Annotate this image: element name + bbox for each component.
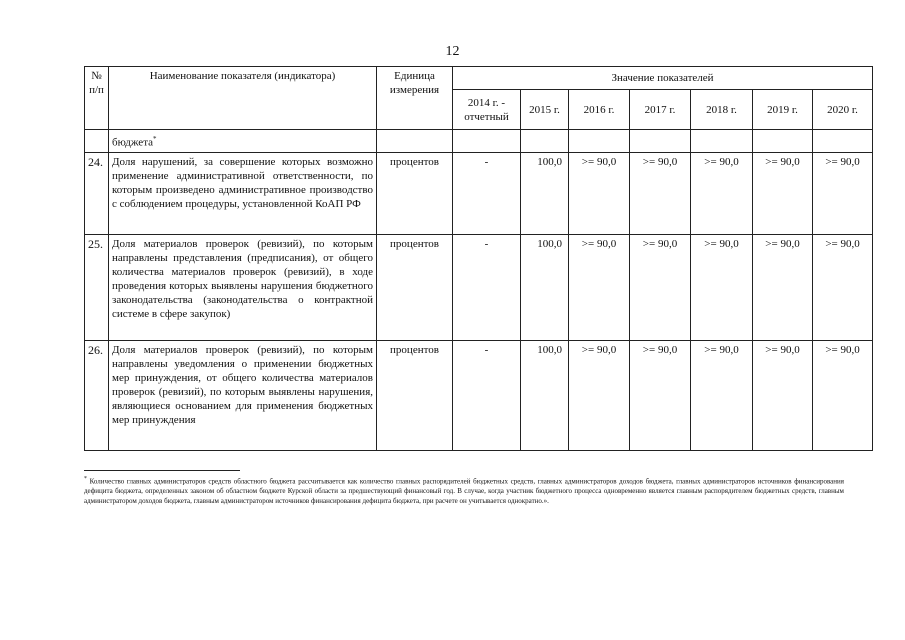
header-unit: Единица измерения — [377, 67, 453, 130]
footnote — [84, 474, 844, 506]
cell-empty — [753, 130, 813, 153]
footnote-mark: * — [84, 476, 87, 482]
header-year: 2015 г. — [521, 90, 569, 130]
header-year: 2019 г. — [753, 90, 813, 130]
cell-empty — [377, 130, 453, 153]
cell-empty — [630, 130, 691, 153]
row-value: >= 90,0 — [630, 152, 691, 234]
row-name: Доля материалов проверок (ревизий), по которым направлены представления (предписания), от общего количества материалов проверок (ревизий), в ходе проведения которых выявлены нарушения бюджетного законодательства (законодательства о контрактной системе в сфере закупок) — [109, 234, 377, 340]
row-value: >= 90,0 — [691, 234, 753, 340]
row-value: >= 90,0 — [569, 234, 630, 340]
cell-empty — [521, 130, 569, 153]
cell-empty — [813, 130, 873, 153]
cell-empty — [691, 130, 753, 153]
row-value: >= 90,0 — [753, 152, 813, 234]
header-row-1 — [85, 67, 873, 90]
row-value: >= 90,0 — [813, 234, 873, 340]
continuation-name: бюджета* — [109, 130, 377, 153]
footnote-text: Количество главных администраторов средств областного бюджета рассчитывается как количество главных распорядителей бюджетных средств, главных администраторов доходов бюджета, главных администраторов источников финансирования дефицита бюджета, определенных законом об областном бюджете Курской области за предшествующий финансовый год. В случае, когда участник бюджетного процесса одновременно является главным распорядителем бюджетных средств, главным администратором доходов бюджета, главным администратором источников финансирования дефицита бюджета, при расчете он учитывается однократно.». — [84, 477, 844, 506]
indicators-table — [84, 66, 873, 451]
row-value: >= 90,0 — [630, 340, 691, 450]
row-unit: процентов — [377, 234, 453, 340]
header-year: 2016 г. — [569, 90, 630, 130]
header-year: 2020 г. — [813, 90, 873, 130]
page-number: 12 — [445, 44, 460, 59]
row-value: >= 90,0 — [753, 340, 813, 450]
row-value: - — [453, 340, 521, 450]
table-row — [85, 234, 873, 340]
table-row — [85, 152, 873, 234]
footnote-separator — [84, 470, 240, 471]
row-value: - — [453, 152, 521, 234]
cell-empty — [85, 130, 109, 153]
cell-empty — [453, 130, 521, 153]
row-num: 26. — [85, 340, 109, 450]
cell-empty — [569, 130, 630, 153]
row-value: - — [453, 234, 521, 340]
header-year: 2014 г. - отчетный — [453, 90, 521, 130]
header-year: 2017 г. — [630, 90, 691, 130]
row-value: >= 90,0 — [753, 234, 813, 340]
row-value: 100,0 — [521, 152, 569, 234]
continuation-row — [85, 130, 873, 153]
row-num: 25. — [85, 234, 109, 340]
header-year: 2018 г. — [691, 90, 753, 130]
row-value: >= 90,0 — [813, 152, 873, 234]
row-value: 100,0 — [521, 234, 569, 340]
row-name: Доля материалов проверок (ревизий), по которым направлены уведомления о применении бюджетных мер принуждения, от общего количества материалов проверок (ревизий), по которым выявлены нарушения, являющиеся основанием для применения бюджетных мер принуждения — [109, 340, 377, 450]
header-num: № п/п — [85, 67, 109, 130]
row-value: >= 90,0 — [630, 234, 691, 340]
row-value: >= 90,0 — [569, 340, 630, 450]
table-row — [85, 340, 873, 450]
row-value: >= 90,0 — [813, 340, 873, 450]
row-value: >= 90,0 — [691, 152, 753, 234]
row-value: >= 90,0 — [691, 340, 753, 450]
header-values-group: Значение показателей — [453, 67, 873, 90]
row-unit: процентов — [377, 152, 453, 234]
header-name: Наименование показателя (индикатора) — [109, 67, 377, 130]
row-name: Доля нарушений, за совершение которых возможно применение административной ответственности, по которым произведено административное производство с соблюдением процедуры, установленной КоАП РФ — [109, 152, 377, 234]
row-num: 24. — [85, 152, 109, 234]
row-unit: процентов — [377, 340, 453, 450]
footnote-mark: * — [153, 135, 157, 143]
row-value: >= 90,0 — [569, 152, 630, 234]
row-value: 100,0 — [521, 340, 569, 450]
